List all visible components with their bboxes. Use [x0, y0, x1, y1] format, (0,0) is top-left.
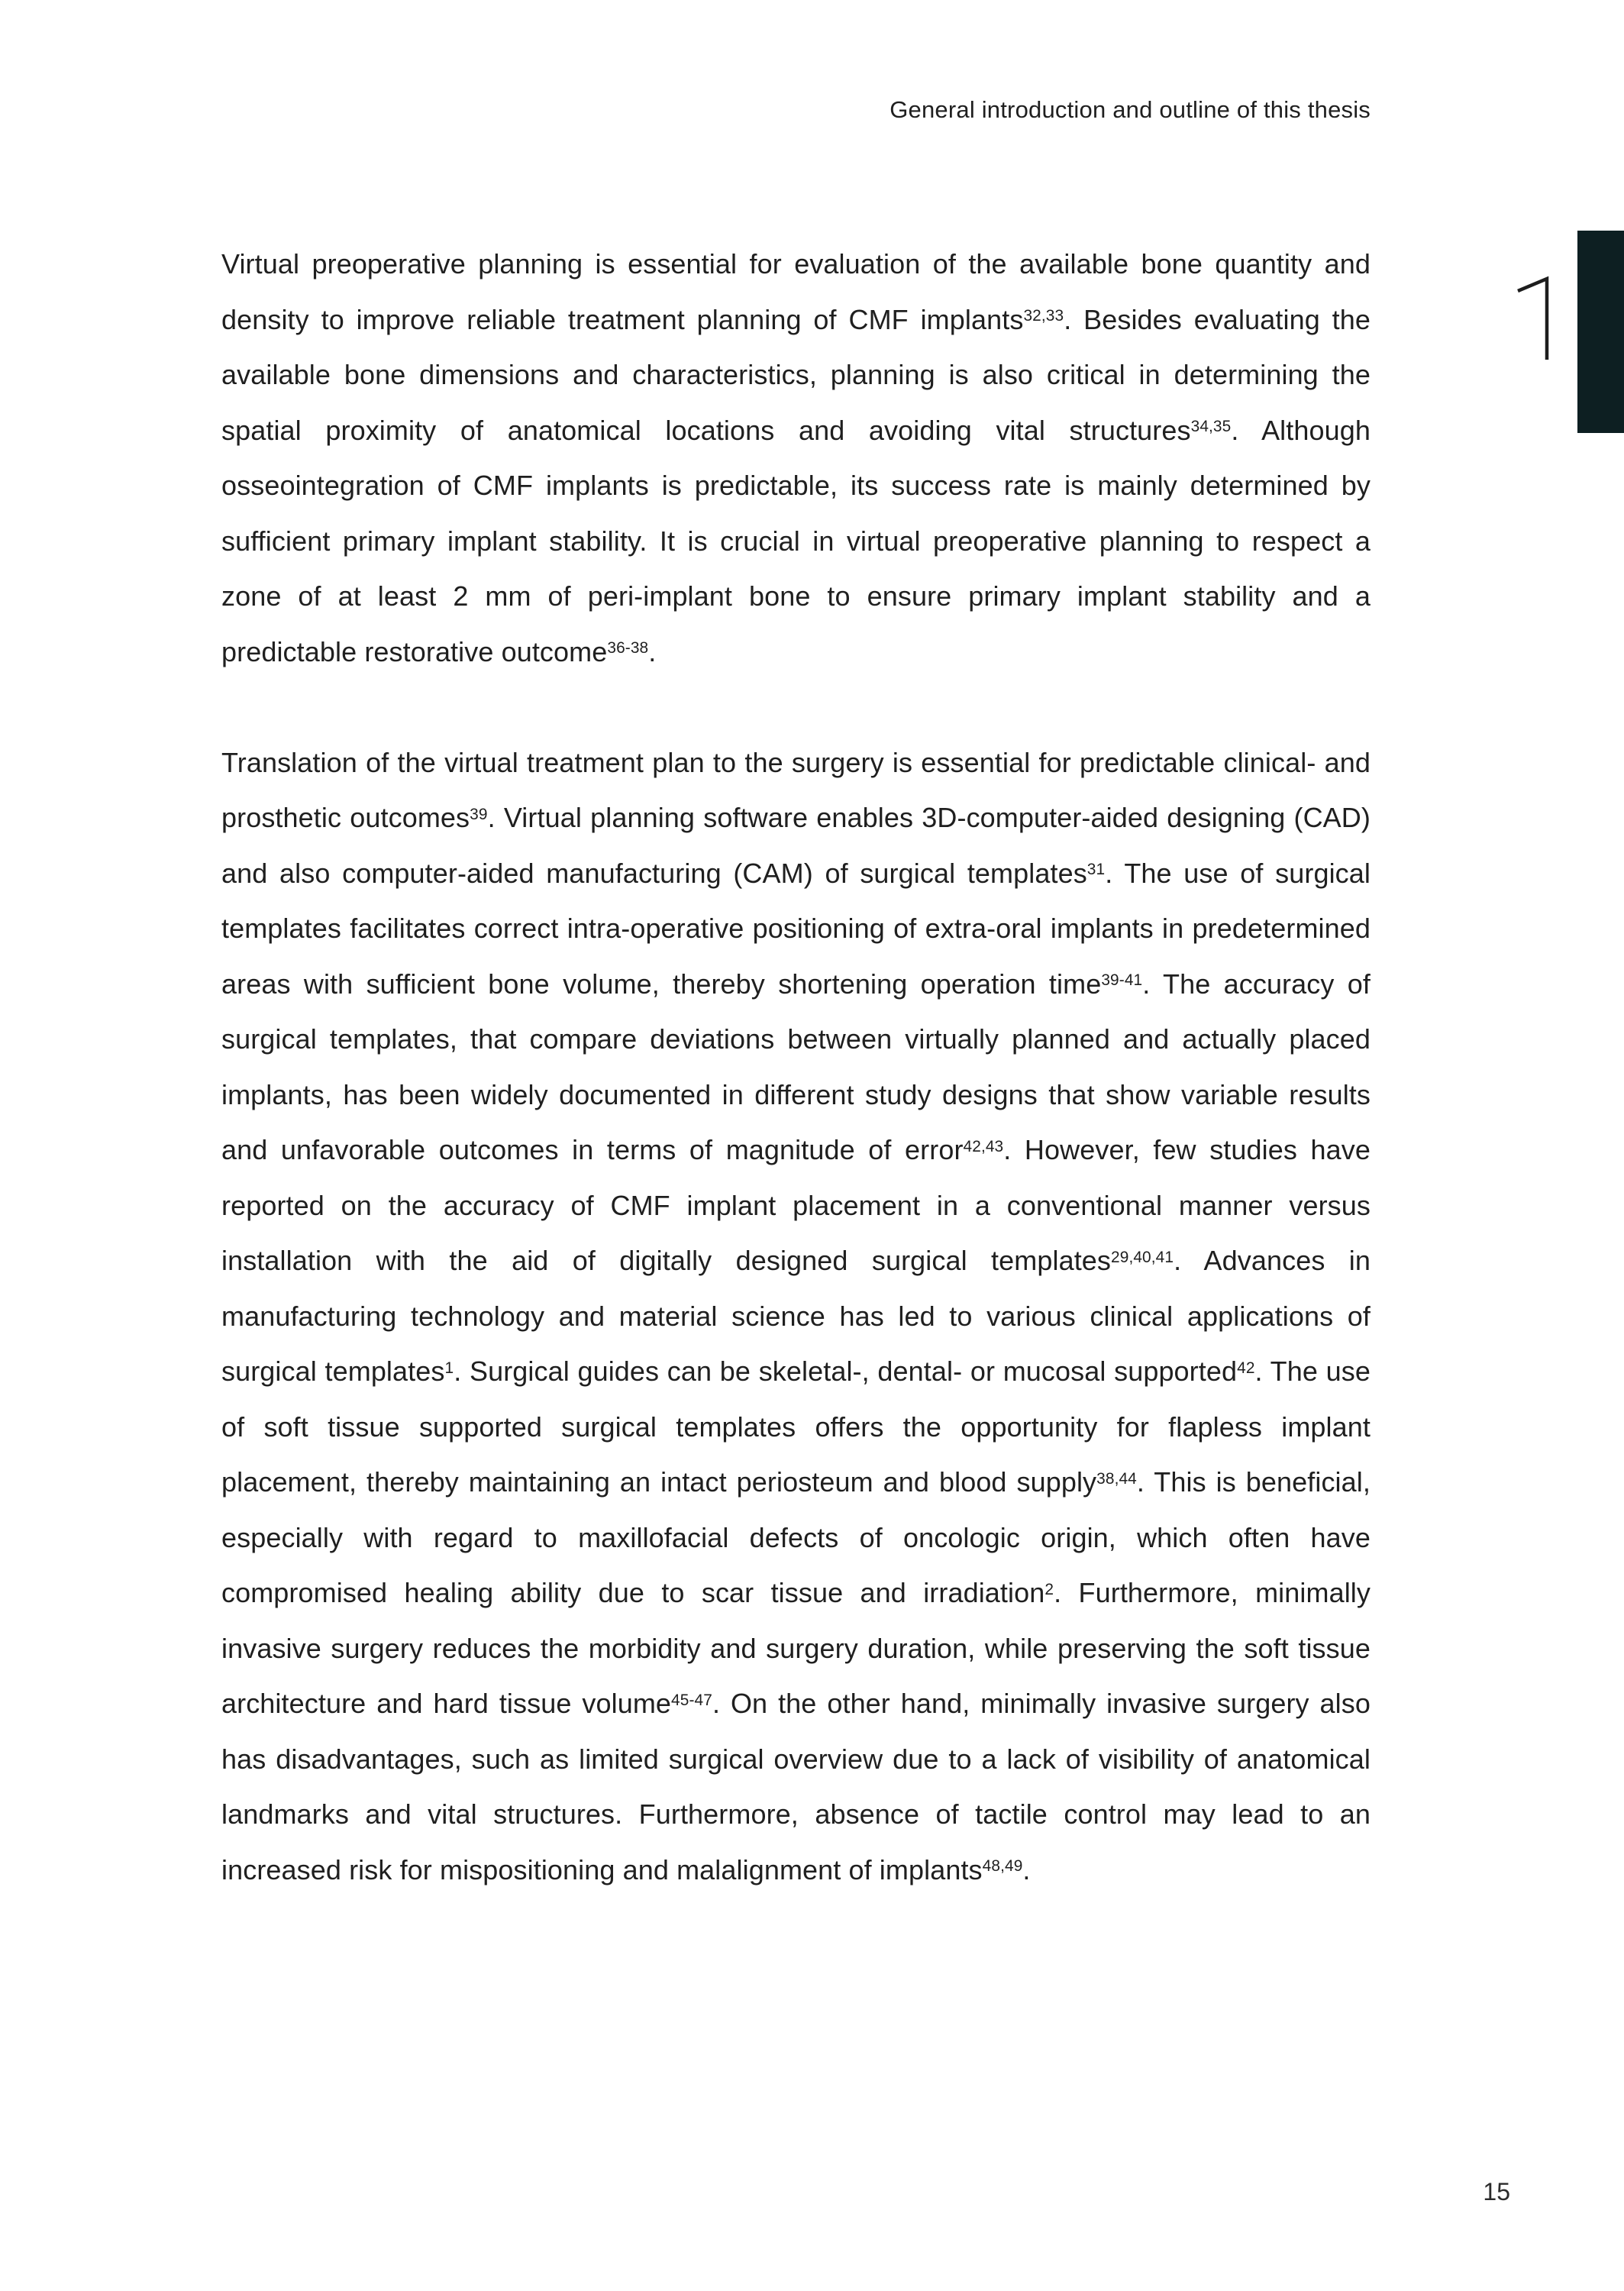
reference-superscript: 45-47 [671, 1691, 712, 1709]
reference-superscript: 34,35 [1190, 418, 1232, 436]
reference-superscript: 2 [1044, 1580, 1054, 1598]
paragraph-text: . The use of surgical templates facilitates correct intra-operative positioning of extra-oral implants in predetermined areas with sufficient bone volume, thereby shortening operation time [221, 857, 1371, 1000]
paragraph-text: . However, few studies have reported on the accuracy of CMF implant placement in a conventional manner versus installation with the aid of digitally designed surgical templates [221, 1134, 1371, 1276]
reference-superscript: 1 [444, 1359, 454, 1377]
paragraph-text: . Virtual planning software enables 3D-computer-aided designing (CAD) and also computer-aided manufacturing (CAM) of surgical templates [221, 802, 1371, 889]
paragraph-text: Virtual preoperative planning is essential for evaluation of the available bone quantity and density to improve reliable treatment planning of CMF implants [221, 248, 1371, 335]
reference-superscript: 31 [1086, 861, 1106, 879]
chapter-number-glyph [1515, 275, 1551, 362]
reference-superscript: 48,49 [982, 1857, 1023, 1876]
reference-superscript: 39 [470, 805, 488, 823]
chapter-number [1515, 275, 1551, 362]
paragraph-text: Translation of the virtual treatment plan to the surgery is essential for predictable clinical- and prosthetic outcomes [221, 746, 1371, 833]
paragraph-text: . The use of soft tissue supported surgical templates offers the opportunity for flapless implant placement, thereby maintaining an intact periosteum and blood supply [221, 1356, 1371, 1498]
reference-superscript: 29,40,41 [1111, 1248, 1174, 1266]
paragraph-text: . This is beneficial, especially with regard to maxillofacial defects of oncologic origin, which often have compromised healing ability due to scar tissue and irradiation [221, 1466, 1371, 1608]
page-number: 15 [1483, 2178, 1510, 2205]
reference-superscript: 32,33 [1023, 307, 1064, 325]
paragraph-text: . Besides evaluating the available bone dimensions and characteristics, planning is also critical in determining the spatial proximity of anatomical locations and avoiding vital structures [221, 303, 1371, 446]
paragraph-text: . [648, 635, 657, 667]
paragraph-text: . On the other hand, minimally invasive surgery also has disadvantages, such as limited surgical overview due to a lack of visibility of anatomical landmarks and vital structures. Furthermore, absence of tactile control may lead to an increased risk for mispositioning and malalignment of implants [221, 1688, 1371, 1885]
paragraph-text: . Advances in manufacturing technology and material science has led to various clinical applications of surgical templates [221, 1245, 1371, 1387]
reference-superscript: 38,44 [1096, 1469, 1137, 1488]
paragraph-text: . Surgical guides can be skeletal-, dental- or mucosal supported [454, 1356, 1238, 1387]
body-paragraph [221, 237, 1371, 680]
running-header-title: General introduction and outline of this thesis [889, 96, 1371, 123]
chapter-tab-bar [1577, 231, 1624, 433]
reference-superscript: 39-41 [1101, 971, 1143, 990]
reference-superscript: 42 [1237, 1359, 1255, 1377]
paragraph-text: . [1022, 1853, 1031, 1885]
reference-superscript: 42,43 [963, 1137, 1004, 1155]
paragraph-text: . Although osseointegration of CMF implants is predictable, its success rate is mainly determined by sufficient primary implant stability. It is crucial in virtual preoperative planning to respect a zone of at least 2 mm of peri-implant bone to ensure primary implant stability and a predictable restorative outcome [221, 414, 1371, 667]
reference-superscript: 36-38 [607, 639, 649, 658]
body-text-block [221, 237, 1371, 1898]
body-paragraph [221, 735, 1371, 1898]
paragraph-text: . The accuracy of surgical templates, that compare deviations between virtually planned and actually placed implants, has been widely documented in different study designs that show variable results and unfavorable outcomes in terms of magnitude of error [221, 968, 1371, 1165]
paragraph-text: . Furthermore, minimally invasive surgery reduces the morbidity and surgery duration, while preserving the soft tissue architecture and hard tissue volume [221, 1577, 1371, 1719]
